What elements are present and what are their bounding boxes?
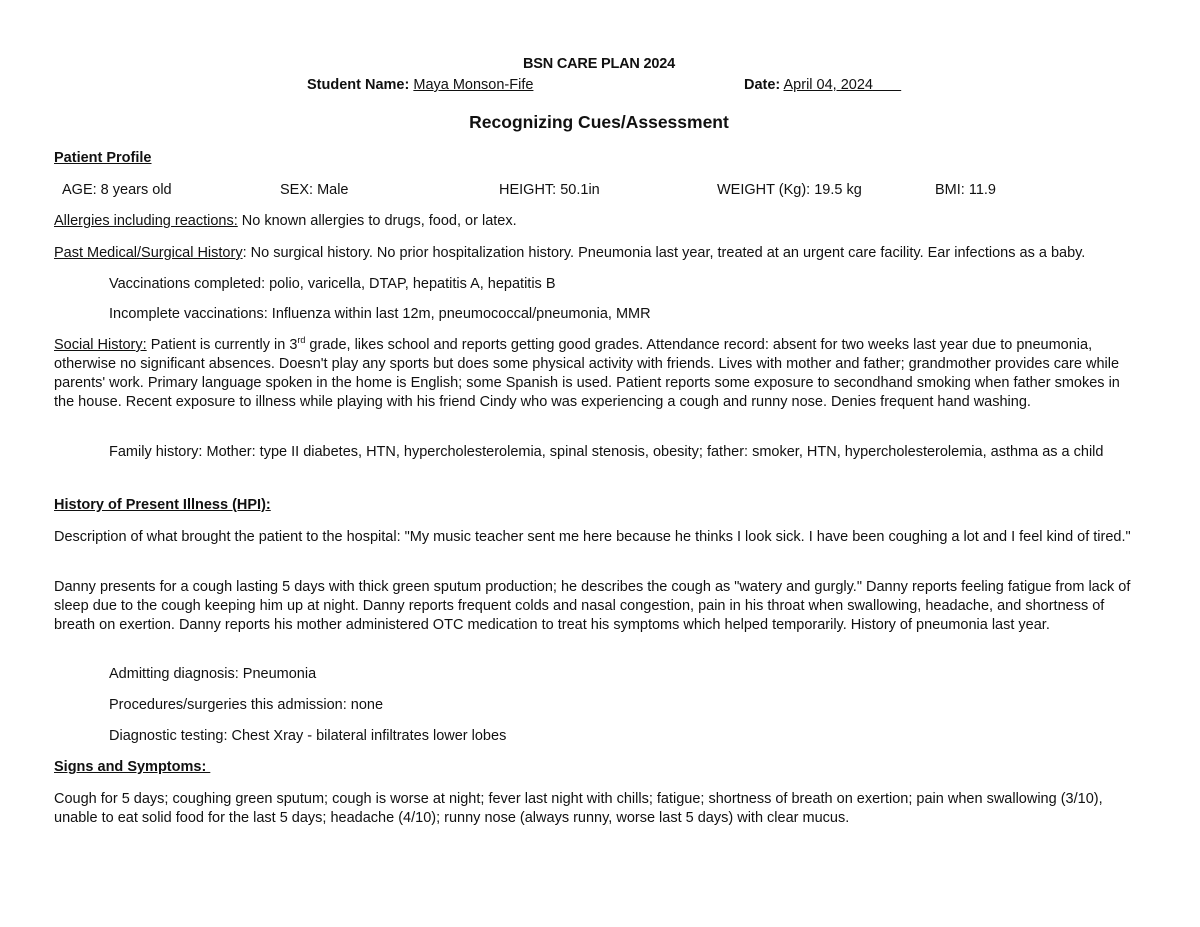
social-history-label: Social History: — [54, 337, 147, 353]
vaccinations-incomplete: Incomplete vaccinations: Influenza within last 12m, pneumococcal/pneumonia, MMR — [109, 306, 651, 322]
diagnostic-testing: Diagnostic testing: Chest Xray - bilateral infiltrates lower lobes — [109, 728, 507, 744]
past-medical-history — [54, 244, 1142, 263]
hpi-heading: History of Present Illness (HPI): — [54, 497, 271, 513]
allergies-label: Allergies including reactions: — [54, 213, 238, 229]
pmh-text: : No surgical history. No prior hospitalization history. Pneumonia last year, treated at an urgent care facility. Ear infections as a baby. — [242, 245, 1086, 261]
document-title: BSN CARE PLAN 2024 — [523, 56, 675, 72]
hpi-narrative: Danny presents for a cough lasting 5 days with thick green sputum production; he describes the cough as "watery and gurgly." Danny reports feeling fatigue from lack of sleep due to the cough keeping him up at night. Danny reports frequent colds and nasal congestion, pain in his throat when swallowing, headache, and shortness of breath on exertion. Danny reports his mother administered OTC medication to treat his symptoms which helped temporarily. History of pneumonia last year. — [54, 579, 1131, 633]
date — [744, 77, 901, 93]
student-name-value: Maya Monson-Fife — [413, 77, 534, 93]
student-name — [307, 77, 533, 93]
social-history-superscript: rd — [297, 335, 306, 346]
allergies-text: No known allergies to drugs, food, or latex. — [237, 213, 517, 229]
height-value: HEIGHT: 50.1in — [499, 182, 600, 198]
social-history — [54, 336, 1142, 412]
vaccinations-completed: Vaccinations completed: polio, varicella, DTAP, hepatitis A, hepatitis B — [109, 276, 556, 292]
family-history: Family history: Mother: type II diabetes, HTN, hypercholesterolemia, spinal stenosis, obesity; father: smoker, HTN, hypercholesterolemia, asthma as a child — [109, 444, 1104, 460]
section-title: Recognizing Cues/Assessment — [469, 112, 729, 132]
bmi-value: BMI: 11.9 — [935, 182, 996, 198]
admitting-diagnosis: Admitting diagnosis: Pneumonia — [109, 666, 317, 682]
social-history-text-2: grade, likes school and reports getting good grades. Attendance record: absent for two weeks last year due to pneumonia, otherwise no significant absences. Doesn't play any sports but does some physical activity with friends. Lives with mother and father; grandmother provides care while parents' work. Primary language spoken in the home is English; some Spanish is used. Patient reports some exposure to secondhand smoking when father smokes in the house. Recent exposure to illness while playing with his friend Cindy who was experiencing a cough and runny nose. Denies frequent hand washing. — [54, 337, 1120, 410]
patient-profile-heading: Patient Profile — [54, 150, 152, 166]
sex-value: SEX: Male — [280, 182, 349, 198]
date-label: Date: — [744, 77, 781, 93]
pmh-label: Past Medical/Surgical History — [54, 245, 243, 261]
student-name-label: Student Name: — [307, 77, 410, 93]
social-history-text-1: Patient is currently in 3 — [146, 337, 298, 353]
hpi-description: Description of what brought the patient to the hospital: "My music teacher sent me here because he thinks I look sick. I have been coughing a lot and I feel kind of tired." — [54, 529, 1131, 545]
signs-symptoms-heading: Signs and Symptoms: — [54, 759, 211, 775]
procedures: Procedures/surgeries this admission: none — [109, 697, 384, 713]
date-value: April 04, 2024 — [783, 77, 873, 93]
allergies — [54, 212, 1142, 231]
age-value: AGE: 8 years old — [62, 182, 172, 198]
signs-symptoms-text: Cough for 5 days; coughing green sputum; cough is worse at night; fever last night with chills; fatigue; shortness of breath on exertion; pain when swallowing (3/10), unable to eat solid food for the last 5 days; headache (4/10); runny nose (always runny, worse last 5 days) with clear mucus. — [54, 791, 1103, 826]
weight-value: WEIGHT (Kg): 19.5 kg — [717, 182, 862, 198]
